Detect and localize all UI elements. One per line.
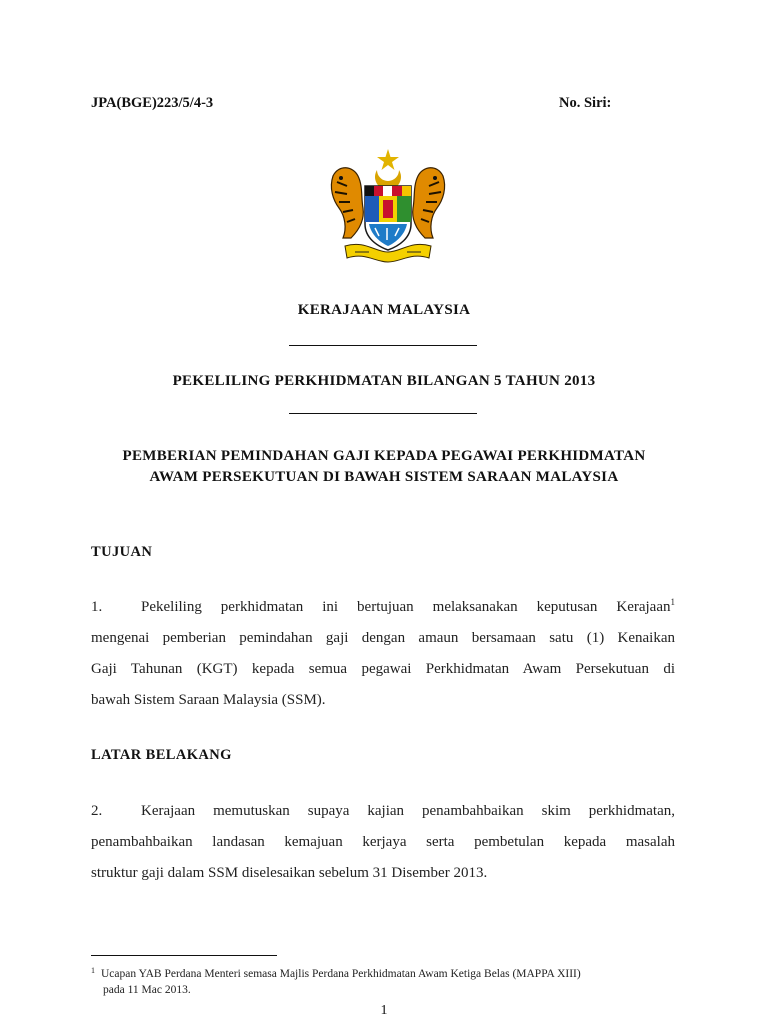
- page-number: 1: [380, 1003, 388, 1018]
- purpose-line-4: bawah Sistem Saraan Malaysia (SSM).: [91, 692, 326, 708]
- purpose-text-1: Pekeliling perkhidmatan ini bertujuan melaksanakan keputusan Kerajaan: [141, 599, 671, 615]
- background-heading: LATAR BELAKANG: [91, 747, 232, 763]
- purpose-line-1: [91, 592, 675, 623]
- background-line-3: struktur gaji dalam SSM diselesaikan sebelum 31 Disember 2013.: [91, 865, 488, 881]
- purpose-line-3: Gaji Tahunan (KGT) kepada semua pegawai Perkhidmatan Awam Persekutuan di: [91, 661, 675, 677]
- purpose-paragraph: [91, 592, 675, 716]
- subject-line-2: AWAM PERSEKUTUAN DI BAWAH SISTEM SARAAN MALAYSIA: [149, 469, 619, 485]
- footnote-reference: 1: [670, 597, 675, 607]
- footnote-line-2: pada 11 Mac 2013.: [103, 984, 191, 996]
- circular-divider: [289, 413, 477, 414]
- footnote-mark: 1: [91, 966, 95, 975]
- background-line-2: penambahbaikan landasan kemajuan kerjaya serta pembetulan kepada masalah: [91, 834, 675, 850]
- paragraph-number: 2.: [91, 803, 103, 819]
- background-paragraph: [91, 796, 675, 889]
- government-title: KERAJAAN MALAYSIA: [297, 302, 471, 318]
- serial-number-label: No. Siri:: [559, 95, 612, 111]
- footnote-line-1: [91, 963, 691, 982]
- purpose-line-2: mengenai pemberian pemindahan gaji dengan amaun bersamaan satu (1) Kenaikan: [91, 630, 675, 646]
- background-text-1: Kerajaan memutuskan supaya kajian penambahbaikan skim perkhidmatan,: [141, 803, 675, 819]
- reference-number: JPA(BGE)223/5/4-3: [91, 95, 214, 111]
- purpose-heading: TUJUAN: [91, 544, 153, 560]
- background-line-1: [91, 796, 675, 827]
- footnote-divider: [91, 955, 277, 956]
- malaysia-coat-of-arms-icon: [325, 146, 451, 266]
- footnote: [91, 963, 691, 998]
- circular-title: PEKELILING PERKHIDMATAN BILANGAN 5 TAHUN 2013: [172, 373, 596, 389]
- title-divider: [289, 345, 477, 346]
- subject-line-1: PEMBERIAN PEMINDAHAN GAJI KEPADA PEGAWAI PERKHIDMATAN: [122, 448, 646, 464]
- paragraph-number: 1.: [91, 599, 103, 615]
- footnote-text-1: Ucapan YAB Perdana Menteri semasa Majlis Perdana Perkhidmatan Awam Ketiga Belas (MAPPA XIII): [101, 968, 581, 980]
